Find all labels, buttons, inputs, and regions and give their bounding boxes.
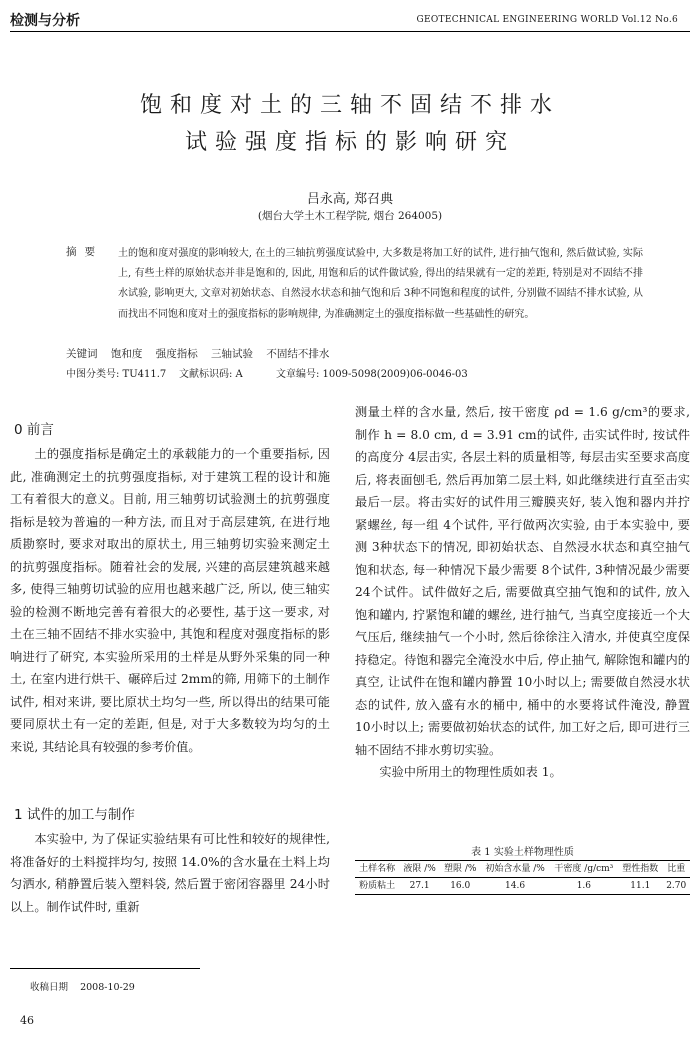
table-cell: 16.0 [450,881,471,891]
classification-line [66,365,468,380]
table-header-cell: 塑限 /% [444,864,477,874]
received-date: 收稿日期 2008-10-29 [30,982,135,993]
keywords-line [66,346,329,361]
section-1-paragraph-continued: 测量土样的含水量, 然后, 按干密度 ρd = 1.6 g/cm³的要求, 制作 h = 8.0 cm, d = 3.91 cm的试件, 击实试件时, 按试件的高度分 4层击实, 各层土料的质量相等, 每层击实至要求高度后, 将表面刨毛, 然后再加第二层土料, 如此继续进行直至击实最后一层。将击实好的试件用三瓣膜夹好, 装入饱和器内并拧紧螺丝, 每一组 4个试件, 平行做两次实验, 由于本实验中, 要测 3种状态下的情况, 即初始状态、自然浸水状态和真空抽气饱和状态, 每一种情况下最少需要 8个试件, 3种情况最少需要 24个试件。试件做好之后, 需要做真空抽气饱和的试件, 放入饱和罐内, 拧紧饱和罐的螺丝, 进行抽气, 当真空度接近一个大气压后, 继续抽气一个小时, 然后徐徐注入清水, 并使真空度保持稳定。待饱和器完全淹没水中后, 停止抽气, 解除饱和罐内的真空, 让试件在饱和罐内静置 10小时以上; 需要做自然浸水状态的试件, 放入盛有水的桶中, 桶中的水要将试件淹没, 静置 10小时以上; 需要做初始状态的试件, 加工好之后, 即可进行三轴不固结不排水剪切实验。 [355,405,690,757]
section-0-heading: 0 前言 [14,422,54,438]
table-1-title: 表 1 实验土样物理性质 [471,847,574,858]
table-header-cell: 初始含水量 /% [485,864,545,874]
footnote-divider [10,968,200,969]
right-column-body [355,401,690,784]
abstract-label: 摘要 [66,246,103,258]
keywords-label: 关键词 [66,348,98,360]
paper-authors: 吕永高, 郑召典 [306,192,394,207]
table-header-row [355,861,690,878]
page-number: 46 [20,1014,34,1027]
table-header-cell: 液限 /% [403,864,436,874]
properties-table [355,860,690,895]
table-cell: 1.6 [576,881,592,891]
table-cell: 粉质粘土 [359,881,396,891]
left-column-body [10,443,330,758]
table-cell: 11.1 [630,881,651,891]
article-number: 文章编号: 1009-5098(2009)06-0046-03 [275,369,468,380]
section-1-paragraph-start: 本实验中, 为了保证实验结果有可比性和较好的规律性, 将准备好的土料搅拌均匀, 按照 14.0%的含水量在土料上均匀洒水, 稍静置后装入塑料袋, 然后置于密闭容器里 24小时以上。制作试件时, 重新 [10,832,330,914]
section-label: 检测与分析 [10,13,80,29]
keywords-list: 饱和度 强度指标 三轴试验 不固结不排水 [110,348,330,360]
table-header-cell: 塑性指数 [622,864,659,874]
table-row [355,878,690,895]
table-header-cell: 比重 [667,864,686,874]
section-1-heading: 1 试件的加工与制作 [14,807,135,823]
table-header-cell: 干密度 /g/cm³ [554,864,614,874]
table-1 [355,860,690,895]
section-1-left-body [10,828,330,918]
table-cell: 27.1 [409,881,430,891]
clc-number: 中图分类号: TU411.7 [66,369,167,380]
abstract-text: 土的饱和度对强度的影响较大, 在土的三轴抗剪强度试验中, 大多数是将加工好的试件, 进行抽气饱和, 然后做试验, 实际上, 有些土样的原始状态并非是饱和的, 因此, 用饱和后的试件做试验, 得出的结果就有一定的差距, 特别是对不固结不排水试验, 影响更大, 文章对初始状态、自然浸水状态和抽气饱和后 3种不同饱和程度的试件, 分别做不固结不排水试验, 从而找出不同饱和度对土的强度指标的影响规律, 为准确测定土的强度指标做一些基础性的研究。 [118,248,643,320]
table-header-cell: 土样名称 [359,864,396,874]
author-affiliation: (烟台大学土木工程学院, 烟台 264005) [257,210,443,222]
section-0-paragraph: 土的强度指标是确定土的承载能力的一个重要指标, 因此, 准确测定土的抗剪强度指标, 对于建筑工程的设计和施工有着很大的意义。目前, 用三轴剪切试验测土的抗剪强度指标是较为普遍的一种方法, 而且对于高层建筑, 在进行地质勘察时, 要求对取出的原状土, 用三轴剪切实验来测定土的抗剪强度指标。随着社会的发展, 兴建的高层建筑越来越多, 使得三轴剪切试验的应用也越来越广泛, 所以, 使三轴实验的检测不断地完善有着很大的必要性, 基于这一要求, 对土在三轴不固结不排水实验中, 其饱和程度对强度指标的影响进行了研究, 本实验所采用的土样是从野外采集的同一种土, 在室内进行烘干、碾碎后过 2mm的筛, 用筛下的土制作试件, 相对来讲, 要比原状土均匀一些, 所以得出的结果可能要同原状土有一定的差距, 但是, 对于大多数较为均匀的土来说, 其结论具有较强的参考价值。 [10,447,330,754]
journal-name: GEOTECHNICAL ENGINEERING WORLD Vol.12 No.6 [416,15,678,25]
table-cell: 2.70 [666,881,687,891]
section-1-paragraph-table-ref: 实验中所用土的物理性质如表 1。 [379,765,562,779]
paper-title-line-2: 试验强度指标的影响研究 [184,130,515,155]
paper-title-line-1: 饱和度对土的三轴不固结不排水 [139,93,560,118]
table-cell: 14.6 [505,881,526,891]
header-divider [10,31,690,32]
document-code: 文献标识码: A [179,369,243,380]
